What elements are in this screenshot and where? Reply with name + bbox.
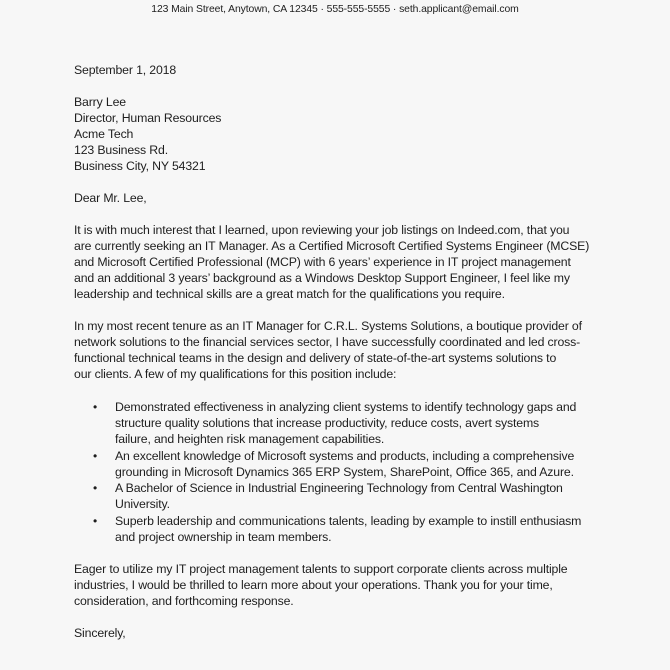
recipient-line: Barry Lee [74,95,126,109]
bullet-item-line: structure quality solutions that increase productivity, reduce costs, avert systems [115,416,540,430]
bullet-item-line: Demonstrated effectiveness in analyzing client systems to identify technology gaps and • [93,400,577,414]
bullet-icon: • [93,513,98,528]
paragraph-line: functional technical teams in the design and delivery of state-of-the-art systems solutions to [74,351,557,365]
paragraph-line: Eager to utilize my IT project management talents to support corporate clients across multiple [74,562,568,576]
salutation: Dear Mr. Lee, [74,191,147,205]
bullet-item-line: and project ownership in team members. [115,529,332,544]
paragraph-line: leadership and technical skills are a great match for the qualifications you require. [74,287,505,301]
bullet-item-line: University. [115,497,170,512]
bullet-item-line: An excellent knowledge of Microsoft systems and products, including a comprehensive • [93,448,575,463]
bullet-icon: • [93,400,98,414]
recipient-line: Director, Human Resources [74,111,222,125]
bullet-item-line: A Bachelor of Science in Industrial Engineering Technology from Central Washington • [93,481,563,496]
recipient-line: 123 Business Rd. [74,143,168,157]
paragraph-line: In my most recent tenure as an IT Manager for C.R.L. Systems Solutions, a boutique provider of [74,319,582,333]
contact-info: 123 Main Street, Anytown, CA 12345 · 555-555-5555 · seth.applicant@email.com [151,4,519,15]
paragraph-line: It is with much interest that I learned, upon reviewing your job listings on Indeed.com, that you [74,223,570,237]
bullet-icon: • [93,481,98,496]
bullet-icon: • [93,448,98,463]
recipient-line: Business City, NY 54321 [74,159,206,173]
paragraph-line: network solutions to the financial services sector, I have successfully coordinated and led cross- [74,335,581,349]
paragraph-line: our clients. A few of my qualifications for this position include: [74,367,397,381]
paragraph-line: industries, I would be thrilled to learn more about your operations. Thank you for your time, [74,578,553,592]
recipient-line: Acme Tech [74,127,134,141]
bullet-item-line: Superb leadership and communications talents, leading by example to instill enthusiasm • [93,513,582,528]
letter-date: September 1, 2018 [74,63,177,77]
paragraph-line: and an additional 3 years’ background as a Windows Desktop Support Engineer, I feel like my [74,271,570,285]
paragraph-line: are currently seeking an IT Manager. As a Certified Microsoft Certified Systems Engineer (MCSE) [74,239,590,253]
paragraph-line: and Microsoft Certified Professional (MCP) with 6 years’ experience in IT project management [74,255,571,269]
bullet-item-line: failure, and heighten risk management capabilities. [115,432,385,446]
bullet-item-line: grounding in Microsoft Dynamics 365 ERP System, SharePoint, Office 365, and Azure. [115,464,574,479]
closing: Sincerely, [74,626,126,640]
paragraph-line: consideration, and forthcoming response. [74,594,294,608]
